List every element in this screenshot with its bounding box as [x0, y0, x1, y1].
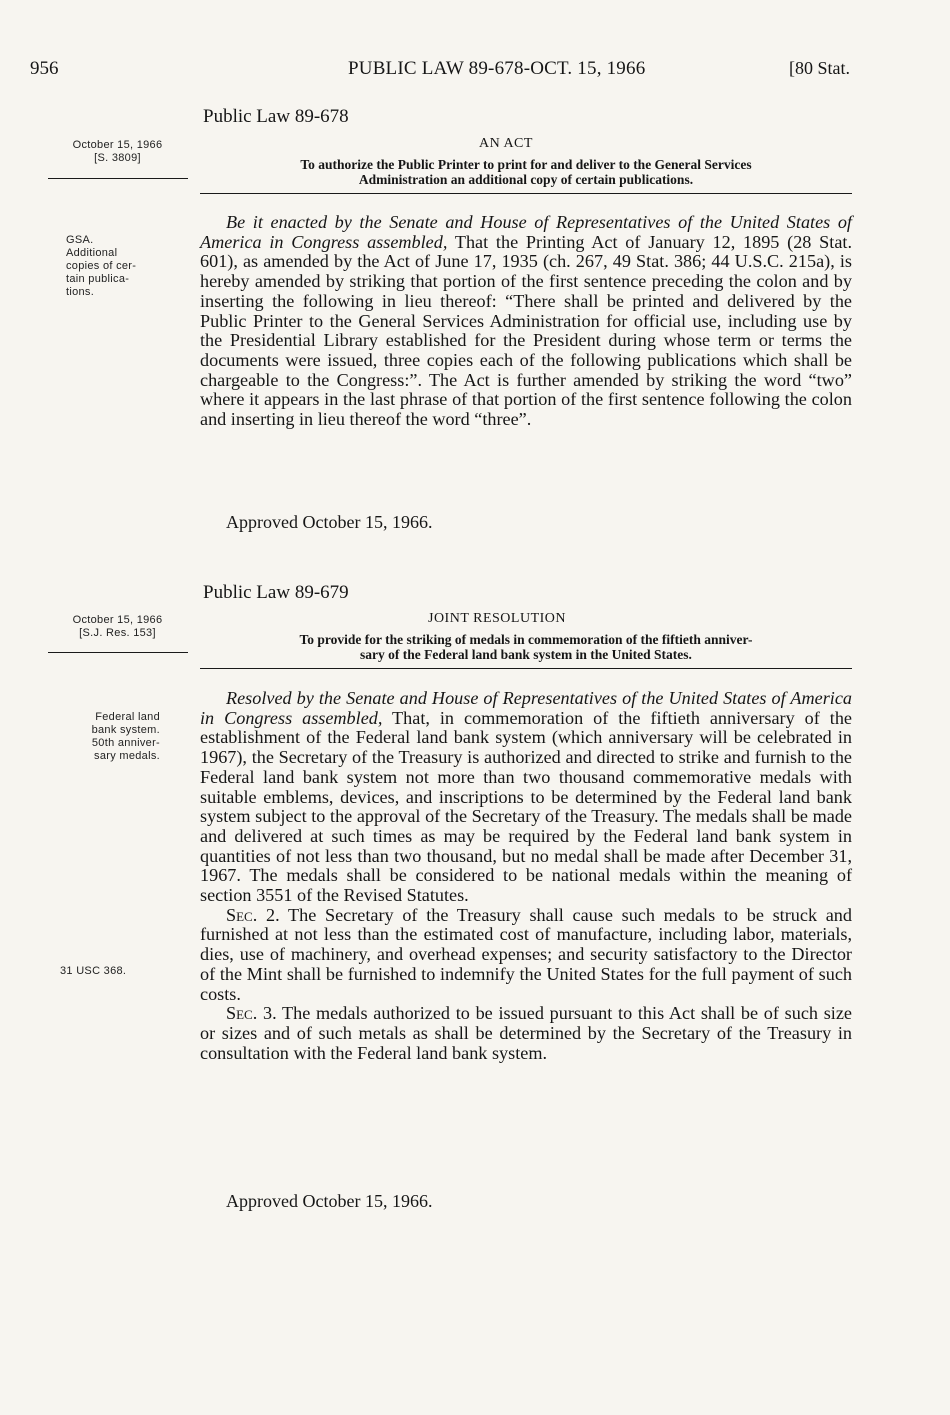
- side-note-line: tions.: [66, 286, 95, 298]
- approval-line: Approved October 15, 1966.: [226, 1191, 433, 1211]
- page-number: 956: [30, 58, 59, 79]
- purpose-line: Administration an additional copy of certain publications.: [358, 172, 694, 187]
- section-text: The medals authorized to be issued pursuant to this Act shall be of such size or sizes and of such metals as shall be determined by the Secretary of the Treasury in consultation with the Federal land bank system.: [200, 1003, 852, 1063]
- margin-bill-number: [S. 3809]: [94, 152, 141, 164]
- purpose-line: sary of the Federal land bank system in the United States.: [360, 647, 692, 662]
- margin-date-note: [55, 139, 180, 165]
- side-note-citation: 31 USC 368.: [60, 965, 127, 977]
- act-type: AN ACT: [479, 136, 533, 151]
- side-note-line: tain publica-: [66, 273, 130, 285]
- purpose-line: To provide for the striking of medals in commemoration of the fiftieth anniver-: [299, 632, 753, 647]
- act-type: JOINT RESOLUTION: [428, 611, 567, 626]
- side-note-line: Additional: [66, 247, 118, 259]
- resolving-clause: Resolved by the Senate and House of Representatives of the United States of America in Congress assembled,: [200, 688, 852, 728]
- page-header: [30, 58, 850, 82]
- section-paragraph: [200, 1004, 852, 1063]
- margin-rule: [48, 652, 188, 653]
- margin-date: October 15, 1966: [72, 139, 163, 151]
- section-label: Sec. 2.: [226, 904, 280, 925]
- stat-reference: [80 Stat.: [789, 58, 850, 78]
- side-note: [42, 711, 160, 763]
- margin-date: October 15, 1966: [72, 614, 163, 626]
- law-title: Public Law 89-678: [203, 106, 349, 127]
- purpose-statement: [200, 632, 852, 662]
- side-note-line: bank system.: [91, 724, 160, 736]
- purpose-line: To authorize the Public Printer to print for and deliver to the General Services: [300, 157, 752, 172]
- body-paragraph: [200, 689, 852, 906]
- enacting-clause: Be it enacted by the Senate and House of Representatives of the United States of America in Congress assembled,: [200, 212, 852, 252]
- section-label: Sec. 3.: [226, 1003, 277, 1024]
- margin-date-note: [55, 614, 180, 640]
- side-note-line: 50th anniver-: [91, 737, 160, 749]
- margin-rule: [48, 178, 188, 179]
- running-head: PUBLIC LAW 89-678-OCT. 15, 1966: [348, 58, 646, 79]
- margin-bill-number: [S.J. Res. 153]: [79, 627, 156, 639]
- side-note: [66, 234, 136, 299]
- approval-line: Approved October 15, 1966.: [226, 512, 433, 532]
- law-title: Public Law 89-679: [203, 582, 349, 603]
- purpose-statement: [200, 157, 852, 187]
- side-note-line: copies of cer-: [66, 260, 137, 272]
- purpose-rule: [200, 668, 852, 669]
- body-text: That the Printing Act of January 12, 1895 (28 Stat. 601), as amended by the Act of June 17, 1935 (ch. 267, 49 Stat. 386; 44 U.S.C. 215a), is hereby amended by striking that portion of the first sentence preceding the colon and by inserting the following in lieu thereof: “There shall be printed and delivered by the Public Printer to the General Services Administration for official use, including use by the Presidential Library established for the President during whose term or terms the documents were issued, three copies each of the following publications which shall be chargeable to the Congress:”. The Act is further amended by striking the word “two” where it appears in the last phrase of that portion of the first sentence following the colon and inserting in lieu thereof the word “three”.: [200, 231, 852, 430]
- body-text: That, in commemoration of the fiftieth anniversary of the establishment of the Federal land bank system (which anniversary will be celebrated in 1967), the Secretary of the Treasury is authorized and directed to strike and furnish to the Federal land bank system not more than two thousand commemorative medals with suitable emblems, devices, and inscriptions to be determined by the Federal land bank system subject to the approval of the Secretary of the Treasury. The medals shall be made and delivered at such times as may be required by the Federal land bank system in quantities of not less than two thousand, but no medal shall be made after December 31, 1967. The medals shall be considered to be national medals within the meaning of section 3551 of the Revised Statutes.: [200, 707, 852, 906]
- purpose-rule: [200, 193, 852, 194]
- body-paragraph: [200, 213, 852, 430]
- side-note-line: GSA.: [66, 234, 94, 246]
- side-note-line: sary medals.: [94, 750, 160, 762]
- resolution-body: [200, 689, 852, 1063]
- side-note-line: Federal land: [95, 711, 160, 723]
- section-paragraph: [200, 906, 852, 1005]
- law-body: [200, 213, 852, 430]
- section-text: The Secretary of the Treasury shall cause such medals to be struck and furnished at not less than the estimated cost of manufacture, including labor, materials, dies, use of machinery, and overhead expenses; and security satisfactory to the Director of the Mint shall be furnished to indemnify the United States for the full payment of such costs.: [200, 904, 852, 1004]
